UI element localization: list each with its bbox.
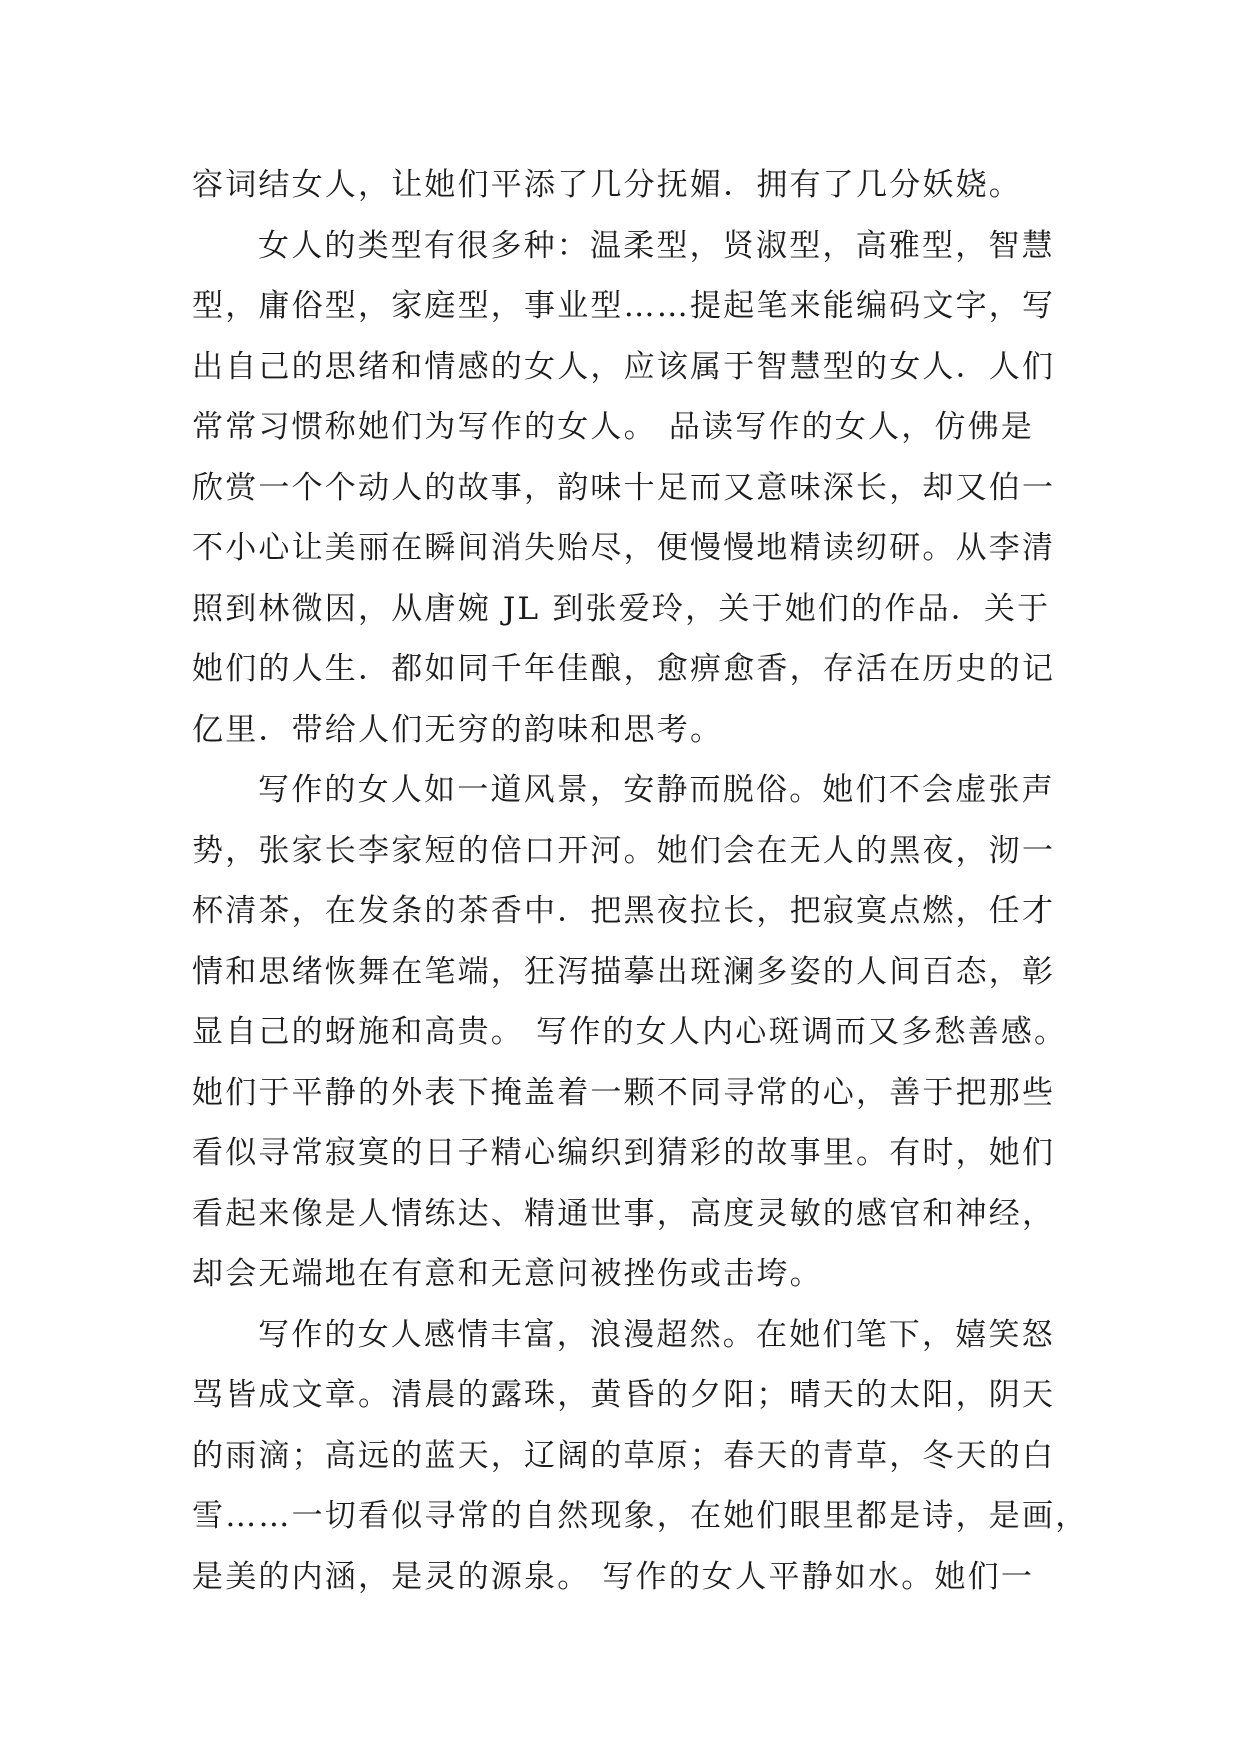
text-line-4: 出自己的思绪和情感的女人，应该属于智慧型的女人．人们 xyxy=(192,348,1056,385)
text-line-9: 她们的人生．都如同千年佳酿，愈痹愈香，存活在历史的记 xyxy=(192,651,1056,687)
text-line-21: 骂皆成文章。清晨的露珠，黄昏的夕阳；晴天的太阳，阴天 xyxy=(192,1377,1056,1413)
text-line-15: 显自己的蚜施和高贵。 写作的女人内心斑调而又多愁善感。 xyxy=(192,1014,1068,1050)
text-line-8: 照到林微因，从唐婉 JL 到张爱玲，关于她们的作品．关于 xyxy=(192,590,1051,627)
text-line-16: 她们于平静的外表下掩盖着一颗不同寻常的心，善于把那些 xyxy=(192,1074,1056,1111)
text-line-17: 看似寻常寂寞的日子精心编织到猜彩的故事里。有时，她们 xyxy=(192,1135,1056,1171)
text-line-2: 女人的类型有很多种：温柔型，贤淑型，高雅型，智慧 xyxy=(258,227,1055,264)
text-line-12: 势，张家长李家短的倍口开河。她们会在无人的黑夜，沏一 xyxy=(192,832,1056,869)
body-text xyxy=(192,155,1089,1607)
text-line-5: 常常习惯称她们为写作的女人。 品读写作的女人，仿佛是 xyxy=(192,409,1035,445)
text-line-3: 型，庸俗型，家庭型，事业型……提起笔来能编码文字，写 xyxy=(192,288,1056,324)
text-line-23: 雪……一切看似寻常的自然现象，在她们眼里都是诗，是画， xyxy=(192,1498,1089,1534)
text-line-14: 情和思绪恢舞在笔端，狂泻描摹出斑澜多姿的人间百态，彰 xyxy=(192,953,1056,990)
text-line-18: 看起来像是人情练达、精通世事，高度灵敏的感官和神经， xyxy=(192,1195,1056,1232)
text-line-10: 亿里．带给人们无穷的韵味和思考。 xyxy=(192,711,724,748)
text-line-24: 是美的内涵，是灵的源泉。 写作的女人平静如水。她们一 xyxy=(192,1558,1035,1595)
text-line-20: 写作的女人感情丰富，浪漫超然。在她们笔下，嬉笑怒 xyxy=(258,1316,1055,1353)
text-line-19: 却会无端地在有意和无意问被挫伤或击垮。 xyxy=(192,1256,823,1292)
text-line-11: 写作的女人如一道风景，安静而脱俗。她们不会虚张声 xyxy=(258,772,1055,808)
text-line-22: 的雨滴；高远的蓝天，辽阔的草原；春天的青草，冬天的白 xyxy=(192,1437,1056,1474)
text-line-1: 容词结女人，让她们平添了几分抚媚．拥有了几分妖娆。 xyxy=(192,167,1022,203)
text-line-13: 杯清茶，在发条的茶香中．把黑夜拉长，把寂寞点燃，任才 xyxy=(192,893,1056,929)
text-line-7: 不小心让美丽在瞬间消失贻尽，便慢慢地精读纫研。从李清 xyxy=(192,530,1056,566)
text-line-6: 欣赏一个个动人的故事，韵味十足而又意味深长，却又伯一 xyxy=(192,469,1056,506)
